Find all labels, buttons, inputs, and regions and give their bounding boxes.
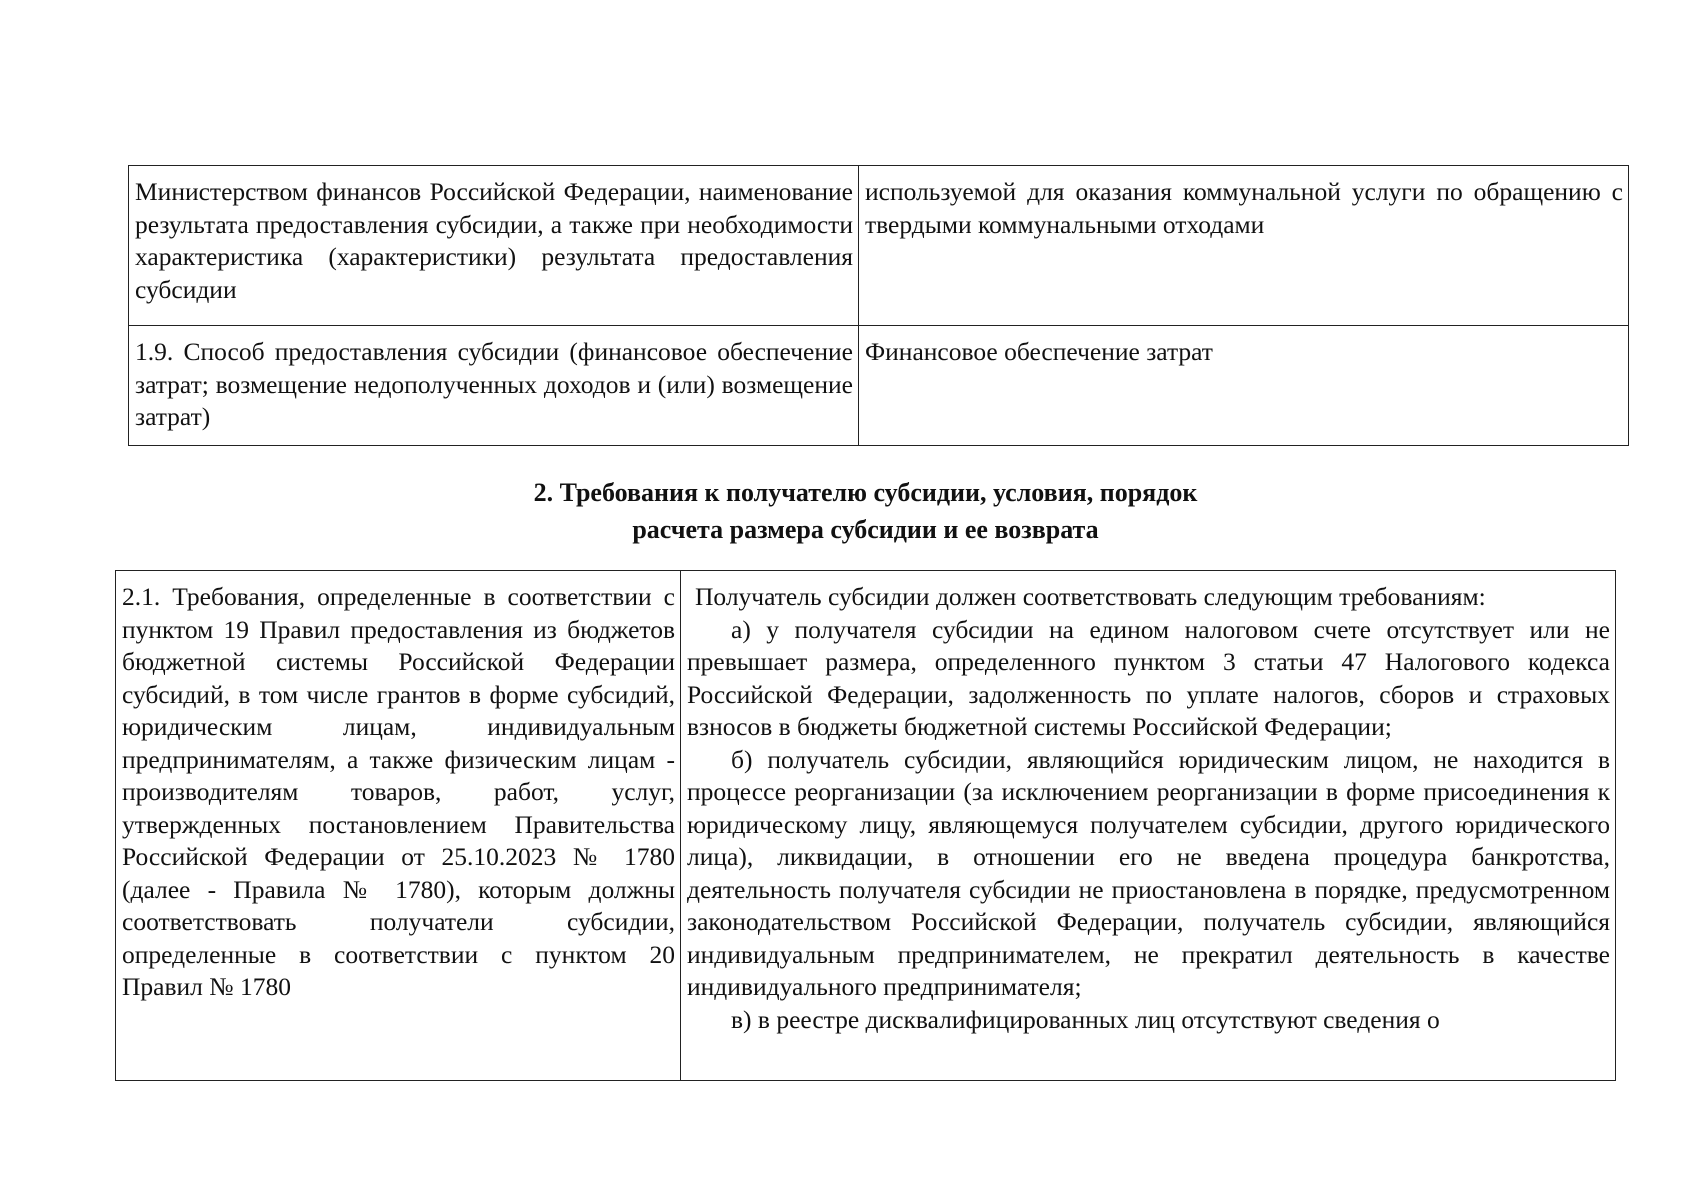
table-row: [129, 166, 1629, 326]
requirement-a: а) у получателя субсидии на едином налоговом счете отсутствует или не превышает размера, определенного пунктом 3 статьи 47 Налогового кодекса Российской Федерации, задолженность по уплате налогов, сборов и страховых взносов в бюджеты бюджетной системы Российской Федерации;: [687, 614, 1610, 741]
requirements-intro: Получатель субсидии должен соответствовать следующим требованиям:: [695, 582, 1486, 611]
table-row: [116, 571, 1616, 1081]
section-heading-line-2: расчета размера субсидии и ее возврата: [632, 515, 1099, 544]
table-recipient-requirements: [115, 570, 1616, 1081]
table-subsidy-info: [128, 165, 1629, 446]
table-cell-requirements-description: 2.1. Требования, определенные в соответствии с пунктом 19 Правил предоставления из бюджетов бюджетной системы Российской Федерации субсидий, в том числе грантов в форме субсидий, юридическим лицам, индивидуальным предпринимателям, а также физическим лицам - производителям товаров, работ, услуг, утвержденных постановлением Правительства Российской Федерации от 25.10.2023 № 1780 (далее - Правила № 1780), которым должны соответствовать получатели субсидии, определенные в соответствии с пунктом 20 Правил № 1780: [116, 571, 681, 1081]
table-cell-requirements-value: [681, 571, 1616, 1081]
table-row: [129, 326, 1629, 446]
requirement-b: б) получатель субсидии, являющийся юридическим лицом, не находится в процессе реорганизации (за исключением реорганизации в форме присоединения к юридическому лицу, являющемуся получателем субсидии, другого юридического лица), ликвидации, в отношении его не введена процедура банкротства, деятельность получателя субсидии не приостановлена в порядке, предусмотренном законодательством Российской Федерации, получатель субсидии, являющийся индивидуальным предпринимателем, не прекратил деятельность в качестве индивидуального предпринимателя;: [687, 744, 1610, 1001]
table-cell-result-value: используемой для оказания коммунальной услуги по обращению с твердыми коммунальными отходами: [859, 166, 1629, 326]
requirement-c: в) в реестре дисквалифицированных лиц отсутствуют сведения о: [731, 1004, 1440, 1034]
section-heading-line-1: 2. Требования к получателю субсидии, условия, порядок: [533, 478, 1198, 507]
section-heading: [128, 474, 1603, 548]
table-cell-method-description: 1.9. Способ предоставления субсидии (финансовое обеспечение затрат; возмещение недополученных доходов и (или) возмещение затрат): [129, 326, 859, 446]
table-cell-result-description: Министерством финансов Российской Федерации, наименование результата предоставления субсидии, а также при необходимости характеристика (характеристики) результата предоставления субсидии: [129, 166, 859, 326]
table-cell-method-value: Финансовое обеспечение затрат: [859, 326, 1629, 446]
